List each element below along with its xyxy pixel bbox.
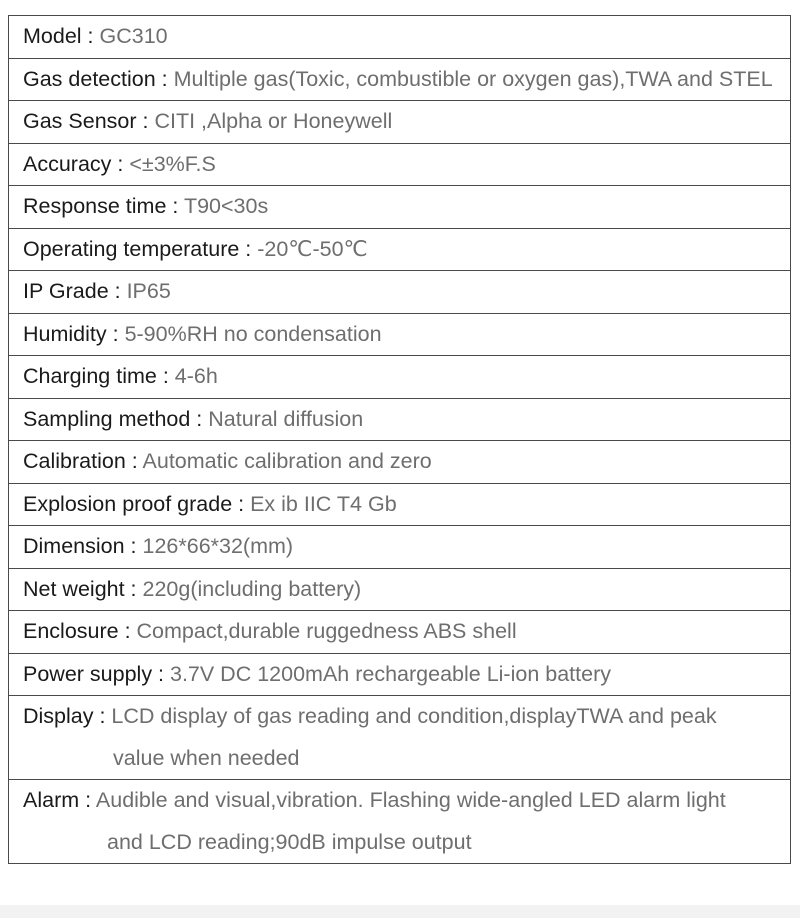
spec-label: Response time : <box>23 194 184 218</box>
spec-value: CITI ,Alpha or Honeywell <box>154 109 393 133</box>
spec-row-gas-detection <box>9 58 791 101</box>
spec-value-continuation: value when needed <box>113 745 300 770</box>
spec-row-alarm <box>9 780 791 864</box>
spec-value: 126*66*32(mm) <box>142 534 294 558</box>
spec-label: Humidity : <box>23 321 125 346</box>
spec-label: Explosion proof grade : <box>23 491 251 516</box>
spec-cell <box>9 483 791 526</box>
spec-cell <box>9 143 791 186</box>
spec-label: Calibration : <box>23 449 143 473</box>
spec-row-model <box>9 16 791 59</box>
spec-row-gas-sensor <box>9 101 791 144</box>
spec-row-explosion-proof-grade <box>9 483 791 526</box>
spec-label: Dimension : <box>23 534 143 558</box>
spec-row-net-weight <box>9 568 791 611</box>
spec-row-accuracy <box>9 143 791 186</box>
spec-row-response-time <box>9 186 791 229</box>
spec-label: Sampling method : <box>23 406 209 431</box>
spec-value-continuation: and LCD reading;90dB impulse output <box>107 829 472 854</box>
spec-label: Gas detection : <box>23 66 174 91</box>
spec-value: Natural diffusion <box>208 406 364 431</box>
spec-cell <box>9 611 791 654</box>
specifications-table <box>8 15 791 864</box>
spec-cell <box>9 441 791 484</box>
spec-cell <box>9 16 791 59</box>
spec-cell <box>9 101 791 144</box>
spec-label: Operating temperature : <box>23 236 258 261</box>
spec-value: Automatic calibration and zero <box>142 449 432 473</box>
spec-value: T90<30s <box>183 194 269 218</box>
spec-cell <box>9 271 791 314</box>
spec-row-dimension <box>9 526 791 569</box>
spec-value: 220g(including battery) <box>142 576 362 601</box>
spec-value: -20℃-50℃ <box>257 236 368 261</box>
spec-label: Power supply : <box>23 661 170 686</box>
spec-row-power-supply <box>9 653 791 696</box>
spec-value: <±3%F.S <box>129 151 216 176</box>
spec-value: LCD display of gas reading and condition,displayTWA and peak <box>111 704 717 728</box>
spec-label: Enclosure : <box>23 619 137 643</box>
spec-label: IP Grade : <box>23 279 127 303</box>
spec-cell <box>9 780 791 864</box>
spec-row-display <box>9 696 791 780</box>
spec-row-operating-temperature <box>9 228 791 271</box>
spec-value: 4-6h <box>174 364 218 388</box>
spec-row-charging-time <box>9 356 791 399</box>
spec-row-enclosure <box>9 611 791 654</box>
spec-cell <box>9 568 791 611</box>
spec-cell <box>9 653 791 696</box>
spec-label: Net weight : <box>23 576 143 601</box>
spec-label: Model : <box>23 24 100 48</box>
spec-value: Ex ib IIC T4 Gb <box>250 491 397 516</box>
spec-cell <box>9 356 791 399</box>
spec-value: GC310 <box>99 24 168 48</box>
spec-label: Display : <box>23 704 112 728</box>
spec-value: Compact,durable ruggedness ABS shell <box>136 619 517 643</box>
page-bottom-strip <box>0 905 800 918</box>
spec-cell <box>9 58 791 101</box>
spec-row-calibration <box>9 441 791 484</box>
spec-cell <box>9 228 791 271</box>
spec-cell <box>9 313 791 356</box>
spec-cell <box>9 526 791 569</box>
spec-row-sampling-method <box>9 398 791 441</box>
spec-value: IP65 <box>126 279 171 303</box>
spec-label: Accuracy : <box>23 151 130 176</box>
spec-value: Multiple gas(Toxic, combustible or oxygen gas),TWA and STEL <box>173 66 773 91</box>
spec-cell <box>9 186 791 229</box>
spec-label: Gas Sensor : <box>23 109 155 133</box>
spec-value: Audible and visual,vibration. Flashing wide-angled LED alarm light <box>95 788 726 812</box>
spec-value: 3.7V DC 1200mAh rechargeable Li-ion battery <box>169 661 611 686</box>
spec-row-humidity <box>9 313 791 356</box>
spec-cell <box>9 696 791 780</box>
spec-label: Charging time : <box>23 364 175 388</box>
spec-value: 5-90%RH no condensation <box>124 321 382 346</box>
spec-label: Alarm : <box>23 788 96 812</box>
spec-cell <box>9 398 791 441</box>
spec-row-ip-grade <box>9 271 791 314</box>
